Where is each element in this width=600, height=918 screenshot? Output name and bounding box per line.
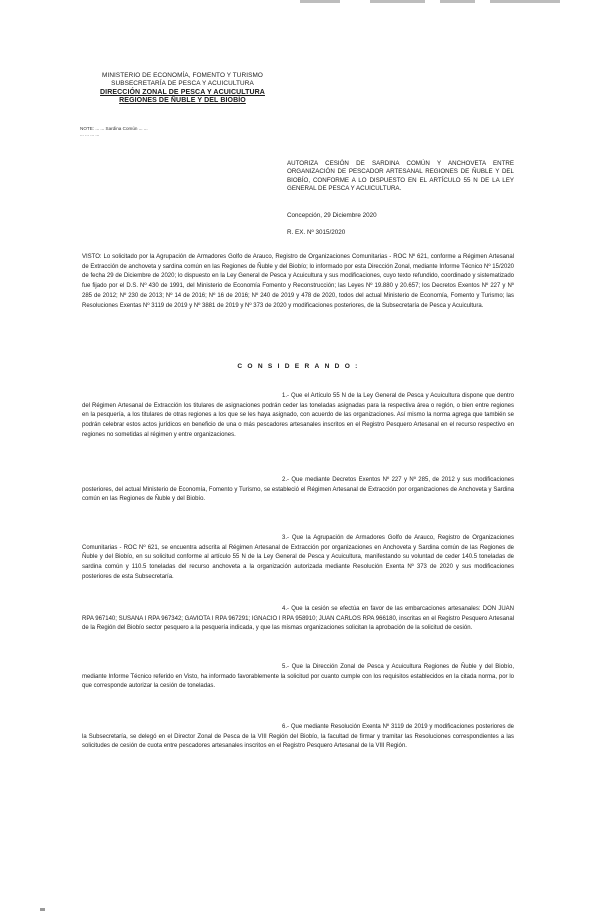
subsecretaria-name: SUBSECRETARÍA DE PESCA Y ACUICULTURA <box>111 80 254 88</box>
header-note-1: NOTE: ... ... Sardina Común ... ... <box>80 126 148 131</box>
considerando-heading: CONSIDERANDO: <box>237 363 363 370</box>
considerando-paragraph-1: 1.- Que el Artículo 55 N de la Ley General de Pesca y Acuicultura dispone que dentro del Régimen Artesanal de Extracción los titulares de asignaciones podrán ceder las toneladas asignadas para la respectiva área o región, o bien entre regiones en la pesquería, a los titulares de otras regiones a los que se les haya asignado, con acuerdo de las organizaciones. Así mismo la norma agrega que también se podrán celebrar estos actos jurídicos en beneficio de una o más pescadores artesanales inscritos en el Registro Pesquero Artesanal en el recurso respectivo en regiones no sometidas al régimen y entre organizaciones. <box>82 393 514 438</box>
direccion-zonal-name: DIRECCIÓN ZONAL DE PESCA Y ACUICULTURA <box>100 88 265 96</box>
letterhead <box>80 72 285 106</box>
header-notes <box>80 126 295 138</box>
ministry-name: MINISTERIO DE ECONOMÍA, FOMENTO Y TURISMO <box>102 72 263 79</box>
visto-paragraph: VISTO: Lo solicitado por la Agrupación de Armadores Golfo de Arauco, Registro de Organizaciones Comunitarias - ROC Nº 621, conforme a Régimen Artesanal de Extracción de anchoveta y sardina común en las Regiones de Ñuble y del Biobío; lo informado por esta Dirección Zonal, mediante Informe Técnico Nº 15/2020 de fecha 29 de Diciembre de 2020; lo dispuesto en la Ley General de Pesca y Acuicultura y sus modificaciones, cuyo texto refundido, coordinado y sistematizado fue fijado por el D.S. Nº 430 de 1991, del Ministerio de Economía Fomento y Reconstrucción; las Leyes Nº 19.880 y 20.657; los Decretos Exentos Nº 227 y Nº 285 de 2012; Nº 230 de 2013; Nº 14 de 2016; Nº 16 de 2016; Nº 240 de 2019 y 478 de 2020, todos del actual Ministerio de Economía, Fomento y Turismo; las Resoluciones Exentas Nº 3119 de 2019 y Nº 3881 de 2019 y Nº 373 de 2020 y modificaciones posteriores, de la Subsecretaría de Pesca y Acuicultura. <box>82 254 514 309</box>
regiones-name: REGIONES DE ÑUBLE Y DEL BIOBÍO <box>119 97 246 105</box>
considerando-paragraph-5: 5.- Que la Dirección Zonal de Pesca y Acuicultura Regiones de Ñuble y del Biobío, mediante Informe Técnico referido en Visto, ha informado favorablemente la solicitud por cuanto cumple con los requisitos establecidos en la citada norma, por lo que corresponde autorizar la cesión de toneladas. <box>82 664 514 690</box>
considerando-paragraph-3: 3.- Que la Agrupación de Armadores Golfo de Arauco, Registro de Organizaciones Comunitarias - ROC Nº 621, se encuentra adscrita al Régimen Artesanal de Extracción por organizaciones en Anchoveta y Sardina común de las Regiones de Ñuble y del Biobío, en su solicitud conforme al artículo 55 N de la Ley General de Pesca y Acuicultura, manifestando su voluntad de ceder 140.5 toneladas de sardina común y 110.5 toneladas del recurso anchoveta a la organización autorizada mediante Resolución Exenta Nº 373 de 2020 y sus modificaciones posteriores de esta Subsecretaría. <box>82 535 514 580</box>
header-note-2: ... ... ... ... <box>80 132 100 137</box>
resolution-number: R. EX. Nº 3015/2020 <box>287 229 346 236</box>
considerando-paragraph-4: 4.- Que la cesión se efectúa en favor de las embarcaciones artesanales: DON JUAN RPA 967140; SUSANA I RPA 967342; GAVIOTA I RPA 967291; IGNACIO I RPA 958910; JUAN CARLOS RPA 966180, inscritas en el Registro Pesquero Artesanal de la Región del Biobío sector pesquero a la pesquería indicada, y que las mismas organizaciones solicitan la aprobación de la solicitud de cesión. <box>82 606 514 632</box>
resolution-subject: AUTORIZA CESIÓN DE SARDINA COMÚN Y ANCHOVETA ENTRE ORGANIZACIÓN DE PESCADOR ARTESANAL REGIONES DE ÑUBLE Y DEL BIOBÍO, CONFORME A LO DISPUESTO EN EL ARTÍCULO 55 N DE LA LEY GENERAL DE PESCA Y ACUICULTURA. <box>287 160 514 192</box>
considerando-paragraph-2: 2.- Que mediante Decretos Exentos Nº 227 y Nº 285, de 2012 y sus modificaciones posteriores, del actual Ministerio de Economía, Fomento y Turismo, se estableció el Régimen Artesanal de Extracción por organizaciones de Anchoveta y Sardina común en las Regiones de Ñuble y del Biobío. <box>82 477 514 503</box>
considerando-paragraph-6: 6.- Que mediante Resolución Exenta Nº 3119 de 2019 y modificaciones posteriores de la Subsecretaría, se delegó en el Director Zonal de Pesca de la VIII Región del Biobío, la facultad de firmar y tramitar las Resoluciones correspondientes a las solicitudes de cesión de cuota entre pescadores artesanales inscritos en el Registro Pesquero Artesanal de la VIII Región. <box>82 724 514 750</box>
scan-speck <box>40 908 45 911</box>
date-line: Concepción, 29 Diciembre 2020 <box>287 212 377 219</box>
top-scan-marks <box>300 0 560 6</box>
